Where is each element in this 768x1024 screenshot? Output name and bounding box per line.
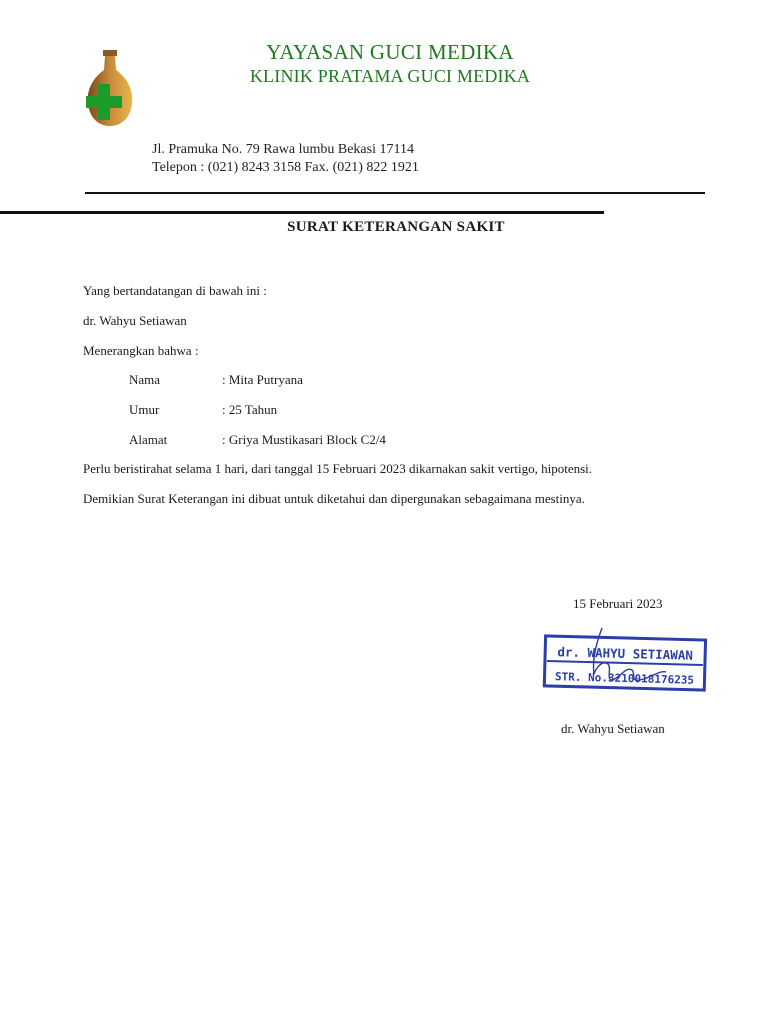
header-divider-top <box>85 192 705 194</box>
letter-title: SURAT KETERANGAN SAKIT <box>287 219 505 235</box>
patient-address-value: : Griya Mustikasari Block C2/4 <box>222 432 386 447</box>
contact-line: Telepon : (021) 8243 3158 Fax. (021) 822 1921 <box>152 160 419 175</box>
header-divider-bottom <box>0 211 604 214</box>
patient-age-label: Umur <box>129 402 160 417</box>
stamp-str-number: STR. No.3210018176235 <box>554 670 695 687</box>
patient-age-value: : 25 Tahun <box>222 402 278 417</box>
letter-date: 15 Februari 2023 <box>573 596 663 611</box>
closing-line: Demikian Surat Keterangan ini dibuat untuk diketahui dan dipergunakan sebagaimana mestinya. <box>83 491 585 506</box>
address-line: Jl. Pramuka No. 79 Rawa lumbu Bekasi 17114 <box>152 142 414 157</box>
patient-name-label: Nama <box>129 372 161 387</box>
statement-line: Perlu beristirahat selama 1 hari, dari tanggal 15 Februari 2023 dikarnakan sakit vertigo, hipotensi. <box>83 461 593 476</box>
signer-name: dr. Wahyu Setiawan <box>561 721 665 736</box>
clinic-name: KLINIK PRATAMA GUCI MEDIKA <box>249 66 531 86</box>
doctor-stamp <box>540 624 710 696</box>
states-line: Menerangkan bahwa : <box>83 343 199 358</box>
opening-line: Yang bertandatangan di bawah ini : <box>83 283 267 298</box>
organization-name: YAYASAN GUCI MEDIKA <box>266 40 514 64</box>
stamp-name: dr. WAHYU SETIAWAN <box>557 644 694 663</box>
patient-address-label: Alamat <box>129 432 168 447</box>
patient-name-value: : Mita Putryana <box>222 372 303 387</box>
doctor-name: dr. Wahyu Setiawan <box>83 313 187 328</box>
vase-with-green-cross-icon <box>78 44 138 132</box>
